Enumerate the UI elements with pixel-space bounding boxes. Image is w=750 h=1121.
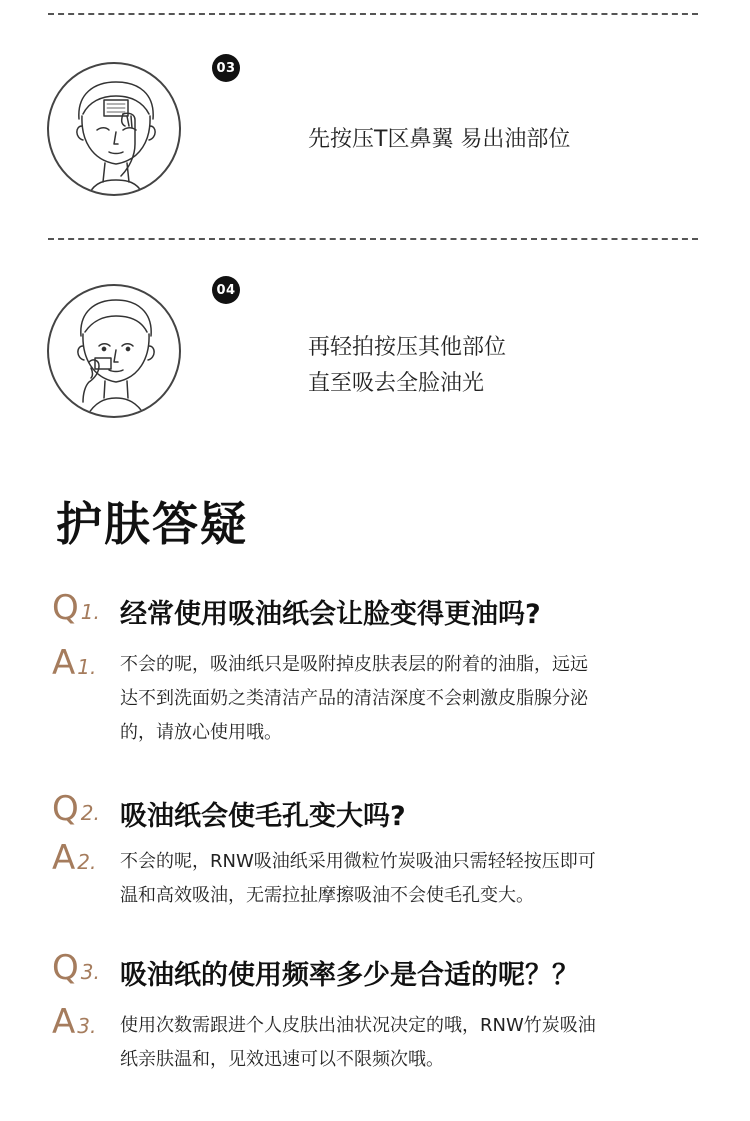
a2-letter: A xyxy=(52,838,76,878)
answer-2-line-1: 不会的呢，RNW吸油纸采用微粒竹炭吸油只需轻轻按压即可 xyxy=(120,851,596,872)
step-04-text xyxy=(308,330,506,402)
q1-number: 1. xyxy=(80,600,100,624)
question-1: 经常使用吸油纸会让脸变得更油吗? xyxy=(120,599,541,630)
answer-3 xyxy=(120,1009,700,1077)
answer-1-line-1: 不会的呢，吸油纸只是吸附掉皮肤表层的附着的油脂，远远 xyxy=(120,654,588,675)
step-04-line-2: 直至吸去全脸油光 xyxy=(308,371,485,396)
divider-middle xyxy=(48,238,698,240)
a3-letter: A xyxy=(52,1002,76,1042)
a3-mark xyxy=(52,1002,96,1042)
a1-letter: A xyxy=(52,643,76,683)
step-03-line-1: 先按压T区鼻翼 易出油部位 xyxy=(308,127,571,152)
q2-number: 2. xyxy=(80,801,100,825)
face-press-forehead-icon xyxy=(47,62,181,196)
step-04-line-1: 再轻拍按压其他部位 xyxy=(308,335,507,360)
step-badge-03: 03 xyxy=(212,54,240,82)
faq-title: 护肤答疑 xyxy=(56,497,248,551)
step-badge-04: 04 xyxy=(212,276,240,304)
step-03-text xyxy=(308,122,570,158)
question-3: 吸油纸的使用频率多少是合适的呢？？ xyxy=(120,960,579,991)
face-pat-cheek-icon xyxy=(47,284,181,418)
a3-number: 3. xyxy=(77,1014,97,1038)
q2-mark xyxy=(52,789,100,829)
answer-2-line-2: 温和高效吸油，无需拉扯摩擦吸油不会使毛孔变大。 xyxy=(120,885,534,906)
q1-letter: Q xyxy=(52,588,79,628)
a2-mark xyxy=(52,838,96,878)
q2-letter: Q xyxy=(52,789,79,829)
divider-top xyxy=(48,13,698,15)
answer-3-line-1: 使用次数需跟进个人皮肤出油状况决定的哦，RNW竹炭吸油 xyxy=(120,1015,596,1036)
a1-number: 1. xyxy=(77,655,97,679)
q3-letter: Q xyxy=(52,948,79,988)
answer-1-line-3: 的，请放心使用哦。 xyxy=(120,722,282,743)
answer-1-line-2: 达不到洗面奶之类清洁产品的清洁深度不会刺激皮脂腺分泌 xyxy=(120,688,588,709)
answer-3-line-2: 纸亲肤温和，见效迅速可以不限频次哦。 xyxy=(120,1049,444,1070)
q1-mark xyxy=(52,588,100,628)
a1-mark xyxy=(52,643,96,683)
answer-1 xyxy=(120,648,700,750)
question-2: 吸油纸会使毛孔变大吗? xyxy=(120,801,406,832)
q3-number: 3. xyxy=(80,960,100,984)
q3-mark xyxy=(52,948,100,988)
answer-2 xyxy=(120,845,700,913)
a2-number: 2. xyxy=(77,850,97,874)
